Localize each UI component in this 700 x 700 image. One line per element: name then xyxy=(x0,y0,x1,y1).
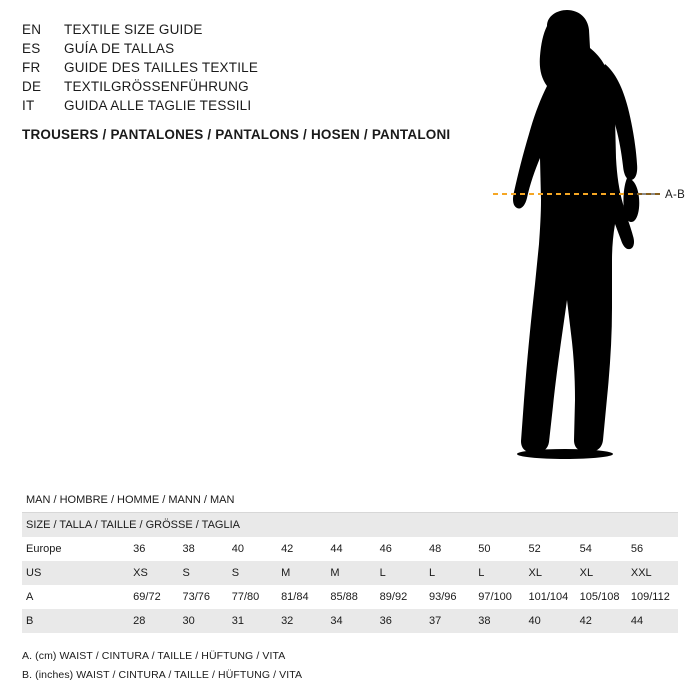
row-label: A xyxy=(22,585,129,609)
cell: 30 xyxy=(178,609,227,633)
cell: 38 xyxy=(474,609,524,633)
size-table-wrapper xyxy=(22,488,678,633)
footnotes xyxy=(22,650,522,688)
table-row xyxy=(22,561,678,585)
table-row xyxy=(22,609,678,633)
cell: XS xyxy=(129,561,178,585)
cell: 44 xyxy=(326,537,375,561)
cell: L xyxy=(474,561,524,585)
table-header-label: SIZE / TALLA / TAILLE / GRÖSSE / TAGLIA xyxy=(22,513,678,538)
cell: 54 xyxy=(576,537,627,561)
cell: 37 xyxy=(425,609,474,633)
language-row xyxy=(22,79,482,94)
cell: S xyxy=(178,561,227,585)
title-block xyxy=(22,22,482,142)
cell: XL xyxy=(524,561,575,585)
cell: 40 xyxy=(524,609,575,633)
cell: 101/104 xyxy=(524,585,575,609)
cell: 81/84 xyxy=(277,585,326,609)
cell: 36 xyxy=(376,609,425,633)
cell: 109/112 xyxy=(627,585,678,609)
cell: 50 xyxy=(474,537,524,561)
cell: 42 xyxy=(576,609,627,633)
cell: 32 xyxy=(277,609,326,633)
cell: 36 xyxy=(129,537,178,561)
language-code: IT xyxy=(22,98,35,113)
cell: XL xyxy=(576,561,627,585)
figure-area xyxy=(455,8,700,478)
cell: L xyxy=(425,561,474,585)
cell: 93/96 xyxy=(425,585,474,609)
language-title: GUIDA ALLE TAGLIE TESSILI xyxy=(64,98,252,113)
size-table xyxy=(22,488,678,633)
cell: S xyxy=(228,561,277,585)
cell: 89/92 xyxy=(376,585,425,609)
cell: XXL xyxy=(627,561,678,585)
cell: 85/88 xyxy=(326,585,375,609)
garment-type-line: TROUSERS / PANTALONES / PANTALONS / HOSEN / PANTALONI xyxy=(22,127,451,142)
measure-label-a-b: A-B xyxy=(665,189,686,201)
row-label: Europe xyxy=(22,537,129,561)
row-label: B xyxy=(22,609,129,633)
cell: 31 xyxy=(228,609,277,633)
language-row xyxy=(22,60,482,75)
language-code: FR xyxy=(22,60,41,75)
cell: 44 xyxy=(627,609,678,633)
cell: 77/80 xyxy=(228,585,277,609)
table-group-title: MAN / HOMBRE / HOMME / MANN / MAN xyxy=(22,488,678,513)
cell: 105/108 xyxy=(576,585,627,609)
language-title: TEXTILGRÖSSENFÜHRUNG xyxy=(64,79,249,94)
table-group-title-row xyxy=(22,488,678,513)
row-label: US xyxy=(22,561,129,585)
table-header-row xyxy=(22,513,678,538)
language-title: GUIDE DES TAILLES TEXTILE xyxy=(64,60,259,75)
cell: 40 xyxy=(228,537,277,561)
language-title: TEXTILE SIZE GUIDE xyxy=(64,22,203,37)
cell: 69/72 xyxy=(129,585,178,609)
language-code: DE xyxy=(22,79,42,94)
footnote-b: B. (inches) WAIST / CINTURA / TAILLE / HÜFTUNG / VITA xyxy=(22,669,303,681)
male-silhouette-icon xyxy=(455,8,700,478)
cell: 42 xyxy=(277,537,326,561)
cell: 52 xyxy=(524,537,575,561)
table-row xyxy=(22,537,678,561)
cell: 73/76 xyxy=(178,585,227,609)
cell: 48 xyxy=(425,537,474,561)
footnote-a: A. (cm) WAIST / CINTURA / TAILLE / HÜFTUNG / VITA xyxy=(22,650,286,662)
language-title: GUÍA DE TALLAS xyxy=(64,41,175,56)
cell: 97/100 xyxy=(474,585,524,609)
cell: 56 xyxy=(627,537,678,561)
cell: 46 xyxy=(376,537,425,561)
language-code: ES xyxy=(22,41,41,56)
language-row xyxy=(22,22,482,37)
cell: 28 xyxy=(129,609,178,633)
cell: M xyxy=(277,561,326,585)
language-row xyxy=(22,41,482,56)
cell: 38 xyxy=(178,537,227,561)
language-code: EN xyxy=(22,22,42,37)
table-row xyxy=(22,585,678,609)
cell: 34 xyxy=(326,609,375,633)
cell: M xyxy=(326,561,375,585)
cell: L xyxy=(376,561,425,585)
language-row xyxy=(22,98,482,113)
